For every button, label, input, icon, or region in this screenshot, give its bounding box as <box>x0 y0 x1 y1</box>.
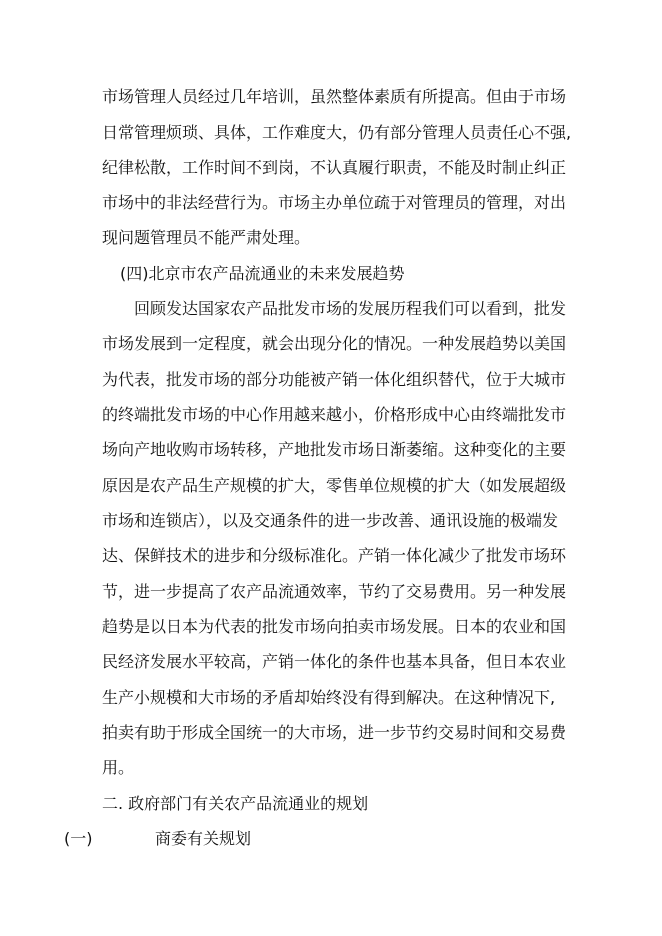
paragraph-line: 的终端批发市场的中心作用越来越小，价格形成中心由终端批发市 <box>102 405 567 424</box>
paragraph-line: 纪律松散，工作时间不到岗，不认真履行职责，不能及时制止纠正 <box>102 158 567 177</box>
subsection-heading: 商委有关规划 <box>155 829 252 848</box>
paragraph-line: 现问题管理员不能严肃处理。 <box>102 228 311 247</box>
paragraph-line: 为代表，批发市场的部分功能被产销一体化组织替代，位于大城市 <box>102 370 567 389</box>
paragraph-line: 原因是农产品生产规模的扩大，零售单位规模的扩大（如发展超级 <box>102 476 567 495</box>
paragraph-line: 用。 <box>102 758 135 777</box>
paragraph-line: 民经济发展水平较高，产销一体化的条件也基本具备，但日本农业 <box>102 652 567 671</box>
paragraph-line: 生产小规模和大市场的矛盾却始终没有得到解决。在这种情况下, <box>102 688 556 707</box>
paragraph-line: 日常管理烦琐、具体，工作难度大，仍有部分管理人员责任心不强, <box>102 123 572 142</box>
paragraph-line: 趋势是以日本为代表的批发市场向拍卖市场发展。日本的农业和国 <box>102 617 567 636</box>
paragraph-line: 拍卖有助于形成全国统一的大市场，进一步节约交易时间和交易费 <box>102 723 567 742</box>
paragraph-line: 节，进一步提高了农产品流通效率，节约了交易费用。另一种发展 <box>102 582 567 601</box>
section-heading: (四)北京市农产品流通业的未来发展趋势 <box>120 264 405 283</box>
subsection-number: (一) <box>64 829 93 848</box>
paragraph-line: 市场发展到一定程度，就会出现分化的情况。一种发展趋势以美国 <box>102 334 567 353</box>
paragraph-line: 市场管理人员经过几年培训，虽然整体素质有所提高。但由于市场 <box>102 87 567 106</box>
section-heading: 二. 政府部门有关农产品流通业的规划 <box>102 794 369 813</box>
paragraph-line: 回顾发达国家农产品批发市场的发展历程我们可以看到，批发 <box>134 299 567 318</box>
paragraph-line: 市场中的非法经营行为。市场主办单位疏于对管理员的管理，对出 <box>102 193 567 212</box>
paragraph-line: 市场和连锁店），以及交通条件的进一步改善、通讯设施的极端发 <box>102 511 559 530</box>
paragraph-line: 达、保鲜技术的进步和分级标准化。产销一体化减少了批发市场环 <box>102 546 567 565</box>
paragraph-line: 场向产地收购市场转移，产地批发市场日渐萎缩。这种变化的主要 <box>102 440 567 459</box>
